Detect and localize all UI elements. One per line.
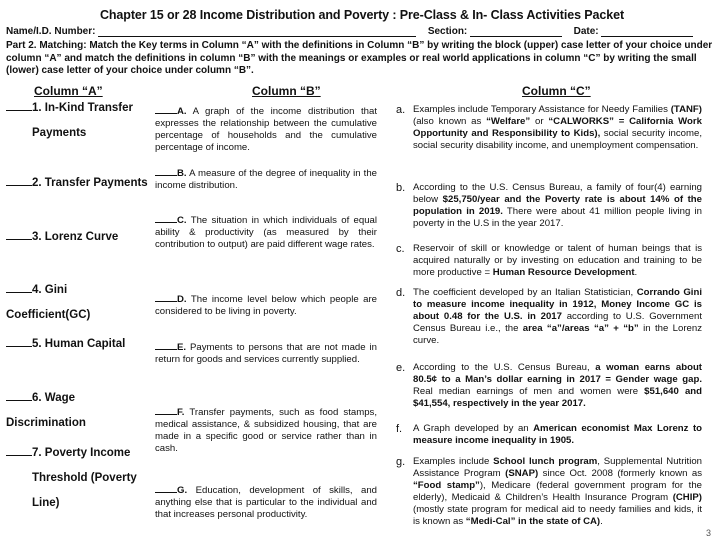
column-b-item: F. Transfer payments, such as food stamps, medical assistance, & subsidized housing, that are made in a specific good or service rather than in cash.: [155, 404, 377, 455]
date-field[interactable]: [601, 26, 693, 37]
column-a-heading: Column “A”: [34, 84, 103, 98]
page-number: 3: [706, 528, 712, 538]
column-c-item-a: a. Examples include Temporary Assistance for Needy Families (TANF) (also known as “Welfare” or “CALWORKS” = California Work Opportunity and Responsibility to Kids), social security income, social security disability income, and unemployment compensation.: [396, 104, 702, 151]
term-label-continued: Line): [32, 497, 60, 509]
term-label: 1. In-Kind Transfer: [32, 102, 133, 114]
name-section-date-line: [6, 26, 718, 40]
column-c-item-f: f. A Graph developed by an American economist Max Lorenz to measure income inequality in 1905.: [396, 423, 702, 446]
column-c-item-g: g. Examples include School lunch program, Supplemental Nutrition Assistance Program (SNAP) since Oct. 2008 (formerly known as “Food stamp”), Medicare (federal government program for the elderly), Medicaid & Children’s Health Insurance Program (CHIP) (mostly state program for medical aid to needy families and kids, it is known as “Medi-Cal” in the state of CA).: [396, 456, 703, 527]
name-label: Name/I.D. Number:: [6, 26, 96, 37]
answer-blank[interactable]: [155, 212, 177, 223]
column-b-item: D. The income level below which people are considered to be living in poverty.: [155, 291, 377, 318]
column-a-item: [6, 171, 154, 196]
column-c-heading: Column “C”: [522, 84, 591, 98]
answer-blank[interactable]: [155, 404, 177, 415]
column-a-item: [6, 225, 154, 250]
answer-blank[interactable]: [6, 98, 32, 111]
answer-blank[interactable]: [155, 103, 177, 114]
term-label: 5. Human Capital: [32, 338, 126, 350]
date-label: Date:: [573, 26, 599, 37]
answer-blank[interactable]: [155, 291, 177, 302]
column-a-item: [6, 332, 154, 357]
term-label: 4. Gini Coefficient(GC): [6, 284, 91, 321]
column-a-item: [6, 386, 154, 436]
answer-blank[interactable]: [155, 165, 177, 176]
column-b-heading: Column “B”: [252, 84, 321, 98]
column-a-item: [6, 441, 154, 516]
column-c-item-e: e. According to the U.S. Census Bureau, a woman earns about 80.5¢ to a Man’s dollar earning in 2017 = Gender wage gap. Real median earnings of men and women were $51,640 and $41,554, respectively in the year 2017.: [396, 362, 703, 409]
answer-blank[interactable]: [6, 280, 32, 293]
column-b-item: E. Payments to persons that are not made in return for goods and services currently supplied.: [155, 339, 377, 366]
column-b-item: A. A graph of the income distribution that expresses the relationship between the cumulative percentage of households and the cumulative percentage of income.: [155, 103, 377, 154]
page-title: Chapter 15 or 28 Income Distribution and Poverty : Pre-Class & In- Class Activities Packet: [99, 8, 625, 22]
answer-blank[interactable]: [6, 173, 32, 186]
term-label-continued: Payments: [32, 127, 87, 139]
answer-blank[interactable]: [155, 339, 177, 350]
term-label-continued: Threshold (Poverty: [32, 472, 137, 484]
answer-blank[interactable]: [6, 334, 32, 347]
instructions: Part 2. Matching: Match the Key terms in Column “A” with the definitions in Column “B” by writing the block (upper) case letter of your choice under column “A” and match the definitions in column “B” with the meanings or examples or real world applications in column “C” by writing the small (lower) case letter of your choice under column “B”.: [6, 40, 713, 76]
answer-blank[interactable]: [155, 482, 177, 493]
column-c-item-d: d. The coefficient developed by an Italian Statistician, Corrando Gini to measure income inequality in 1912, Money Income GC is about 0.48 for the U.S. in 2017 according to U.S. Government Census Bureau i.e., the area “a”/areas “a” + “b” in the Lorenz curve.: [396, 287, 702, 346]
section-field[interactable]: [470, 26, 562, 37]
term-label: 2. Transfer Payments: [32, 177, 148, 189]
term-label: 3. Lorenz Curve: [32, 231, 119, 243]
term-label: 7. Poverty Income: [32, 447, 131, 459]
section-label: Section:: [427, 26, 468, 37]
answer-blank[interactable]: [6, 443, 32, 456]
column-a-item: [6, 278, 154, 328]
column-b-item: G. Education, development of skills, and anything else that is particular to the individual and that increases personal productivity.: [155, 482, 377, 521]
answer-blank[interactable]: [6, 227, 32, 240]
name-field[interactable]: [98, 26, 416, 37]
column-b-item: B. A measure of the degree of inequality in the income distribution.: [155, 165, 377, 192]
term-label: 6. Wage Discrimination: [6, 392, 86, 429]
column-c-item-b: b. According to the U.S. Census Bureau, a family of four(4) earning below $25,750/year and the Poverty rate is about 14% of the population in 2019. There were about 41 million people living in poverty in the U.S in the year 2017.: [396, 182, 702, 229]
column-a-item: [6, 96, 154, 146]
column-b-item: C. The situation in which individuals of equal ability & productivity (as measured by their contribution to output) are paid different wage rates.: [155, 212, 377, 251]
answer-blank[interactable]: [6, 388, 32, 401]
column-c-item-c: c. Reservoir of skill or knowledge or talent of human beings that is acquired naturally or by investing on education and training to be more productive = Human Resource Development.: [396, 243, 702, 278]
